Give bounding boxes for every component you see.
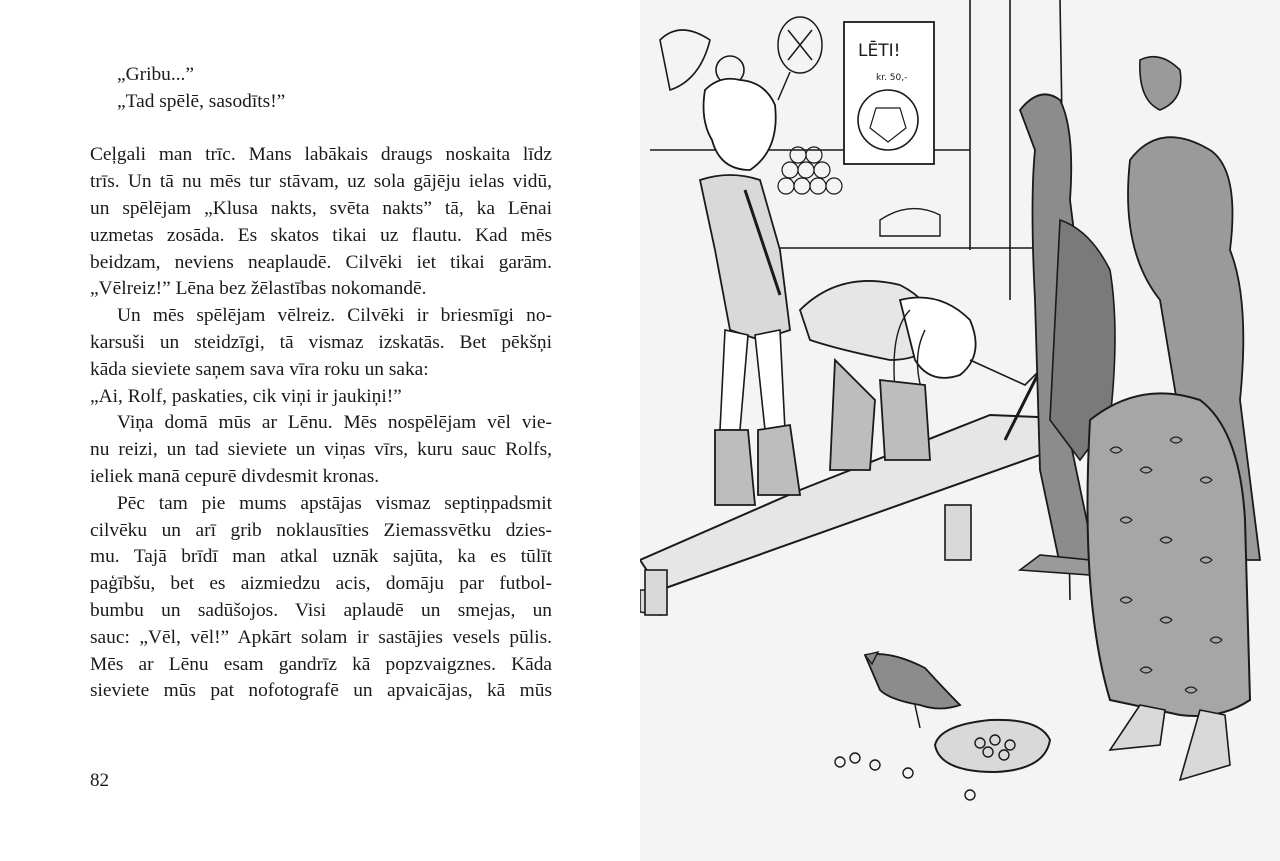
poster-title: LĒTI! (858, 41, 901, 61)
text-line: paģībšu, bet es aizmiedzu acis, domāju par futbol- (90, 573, 552, 595)
boot (715, 430, 755, 505)
text-line: nu reizi, un tad sieviete un viņas vīrs, kuru sauc Rolfs, (90, 439, 552, 461)
poster-price: kr. 50,- (876, 73, 908, 83)
text-line: karsuši un steidzīgi, tā vismaz izskatās. Bet pēkšņi (90, 331, 552, 353)
page-number: 82 (90, 770, 109, 791)
text-line: sauc: „Vēl, vēl!” Apkārt solam ir sastājies vesels pūlis. (90, 626, 552, 648)
text-line: un spēlējam „Klusa nakts, svēta nakts” tā, ka Lēnai (90, 197, 552, 219)
text-line: „Vēlreiz!” Lēna bez žēlastības nokomandē. (90, 278, 427, 300)
text-line: Pēc tam pie mums apstājas vismaz septiņpadsmit (117, 492, 552, 514)
text-line: Viņa domā mūs ar Lēnu. Mēs nospēlējam vēl vie- (117, 412, 552, 434)
paragraph-gap (90, 116, 552, 143)
body-text (90, 62, 552, 705)
street-scene-illustration (640, 0, 1280, 861)
sale-poster (844, 22, 934, 164)
text-line: „Tad spēlē, sasodīts!” (117, 90, 286, 112)
text-line: uzmetas zosāda. Es skatos tikai uz flautu. Kad mēs (90, 224, 552, 246)
text-line: trīs. Un tā nu mēs tur stāvam, uz sola gājēju ielas vidū, (90, 171, 552, 193)
text-line: bumbu un sadūšojos. Visi aplaudē un smejas, un (90, 599, 552, 621)
text-line: „Gribu...” (117, 64, 194, 85)
text-line: Un mēs spēlējam vēlreiz. Cilvēki ir briesmīgi no- (117, 305, 552, 327)
illustration-page (640, 0, 1280, 861)
text-line: kāda sieviete saņem sava vīra roku un saka: (90, 358, 429, 380)
text-line: Mēs ar Lēnu esam gandrīz kā popzvaigznes. Kāda (90, 653, 552, 675)
text-line: beidzam, neviens neaplaudē. Cilvēki iet tikai garām. (90, 251, 552, 273)
text-line: „Ai, Rolf, paskaties, cik viņi ir jaukiņi!” (90, 385, 402, 407)
boot (880, 380, 930, 460)
text-line: sieviete mūs pat nofotografē un apvaicājas, kā mūs (90, 680, 552, 702)
text-line: Ceļgali man trīc. Mans labākais draugs noskaita līdz (90, 144, 552, 166)
text-line: mu. Tajā brīdī man atkal uznāk sajūta, ka es tūlīt (90, 546, 552, 568)
text-line: cilvēku un arī grib noklausīties Ziemassvētku dzies- (90, 519, 552, 541)
text-line: ieliek manā cepurē divdesmit kronas. (90, 465, 380, 487)
